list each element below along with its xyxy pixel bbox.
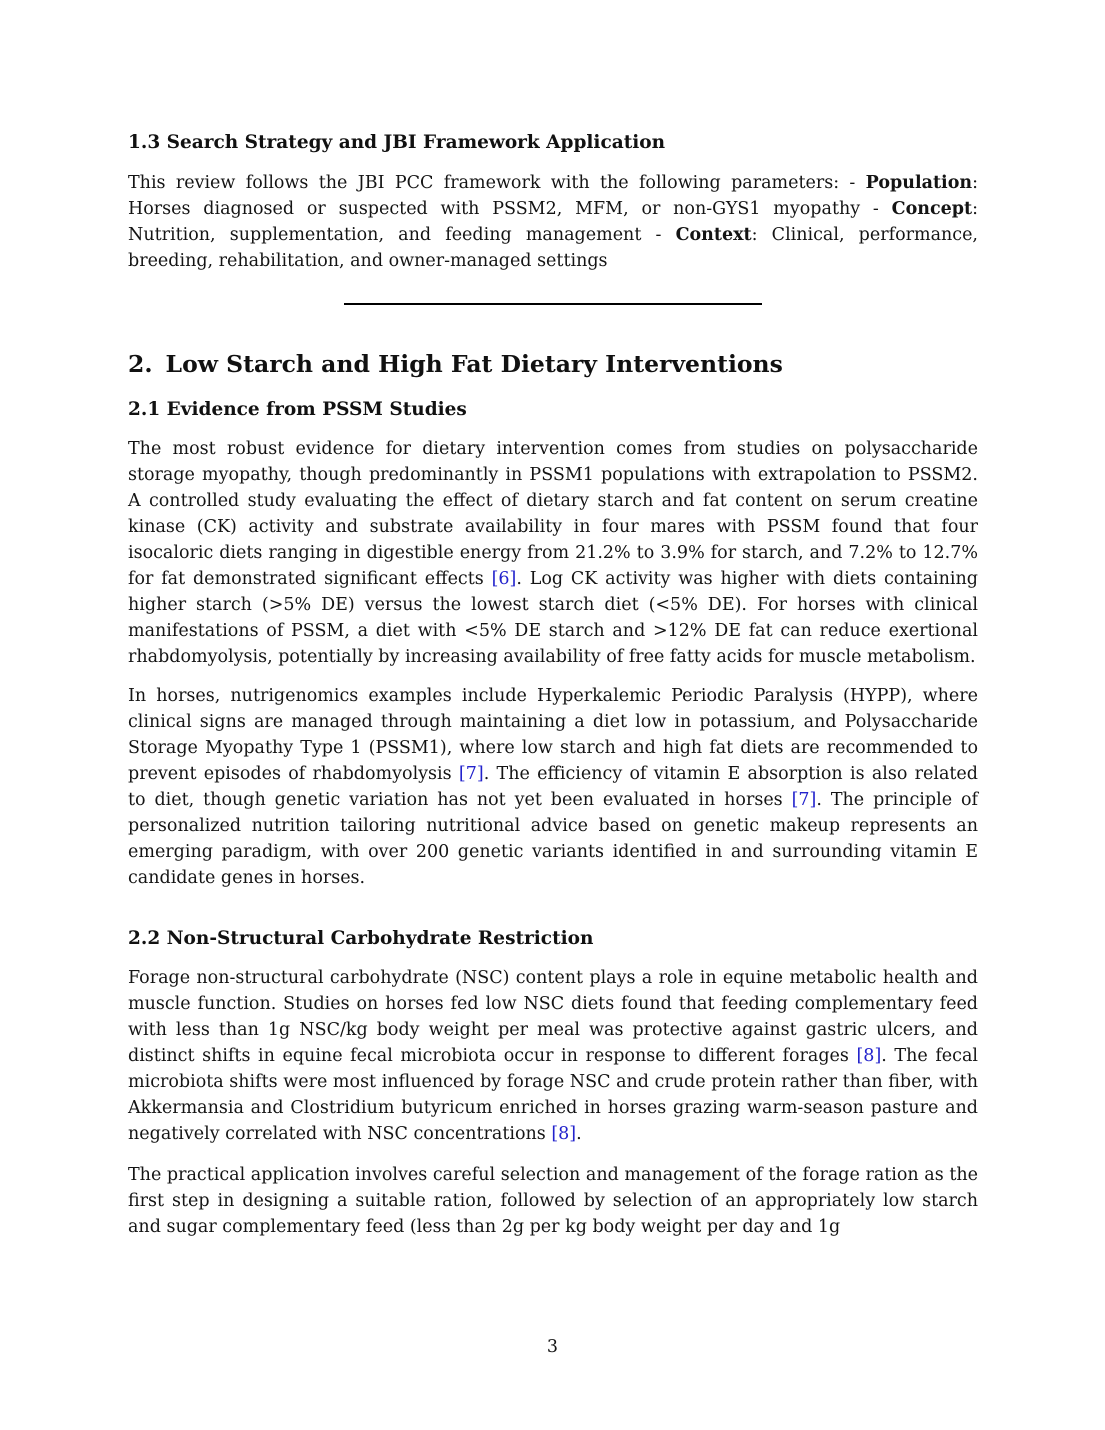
text-run: : Nutrition, supplementation, and feeding management - [128, 199, 978, 245]
text-run: : Clinical, performance, breeding, rehabilitation, and owner-managed settings [128, 225, 978, 271]
bold-text: Context [675, 225, 752, 245]
section-divider [344, 303, 762, 305]
text-run: . The efficiency of vitamin E absorption is also related to diet, though genetic variation has not yet been evaluated in horses [128, 764, 978, 810]
section-number: 2. [128, 350, 153, 378]
text-run: : Horses diagnosed or suspected with PSSM2, MFM, or non-GYS1 myopathy - [128, 173, 978, 219]
bold-text: Concept [891, 199, 973, 219]
text-run: The most robust evidence for dietary intervention comes from studies on polysaccharide storage myopathy, though predominantly in PSSM1 populations with extrapolation to PSSM2. A controlled study evaluating the effect of dietary starch and fat content on serum creatine kinase (CK) activity and substrate availability in four mares with PSSM found that four isocaloric diets ranging in digestible energy from 21.2% to 3.9% for starch, and 7.2% to 12.7% for fat demonstrated significant effects [128, 439, 978, 589]
text-run: The practical application involves careful selection and management of the forage ration as the first step in designing a suitable ration, followed by selection of an appropriately low starch and sugar complementary feed (less than 2g per kg body weight per day and 1g [128, 1165, 978, 1237]
subsection-heading-1-3: 1.3 Search Strategy and JBI Framework Application [128, 132, 666, 153]
subsection-heading-2-1: 2.1 Evidence from PSSM Studies [128, 399, 467, 420]
citation-link[interactable]: [8] [551, 1124, 577, 1144]
paragraph-nsc-restriction [128, 965, 978, 1147]
paragraph-pssm-evidence [128, 436, 978, 670]
subsection-heading-2-2: 2.2 Non-Structural Carbohydrate Restriction [128, 928, 594, 949]
text-run: . The fecal microbiota shifts were most influenced by forage NSC and crude protein rather than fiber, with Akkermansia and Clostridium butyricum enriched in horses grazing warm-season pasture and negatively correlated with NSC concentrations [128, 1046, 978, 1144]
citation-link[interactable]: [7] [791, 790, 817, 810]
text-run: In horses, nutrigenomics examples include Hyperkalemic Periodic Paralysis (HYPP), where clinical signs are managed through maintaining a diet low in potassium, and Polysaccharide Storage Myopathy Type 1 (PSSM1), where low starch and high fat diets are recommended to prevent episodes of rhabdomyolysis [128, 686, 978, 784]
page-content [128, 131, 978, 1240]
paragraph-nutrigenomics [128, 683, 978, 891]
paragraph-practical-application [128, 1162, 978, 1240]
text-run: This review follows the JBI PCC framework with the following parameters: - [128, 173, 866, 193]
text-run: . [576, 1124, 582, 1144]
text-run: . Log CK activity was higher with diets containing higher starch (>5% DE) versus the lowest starch diet (<5% DE). For horses with clinical manifestations of PSSM, a diet with <5% DE starch and >12% DE fat can reduce exertional rhabdomyolysis, potentially by increasing availability of free fatty acids for muscle metabolism. [128, 569, 978, 667]
citation-link[interactable]: [8] [856, 1046, 882, 1066]
text-run: Forage non-structural carbohydrate (NSC) content plays a role in equine metabolic health and muscle function. Studies on horses fed low NSC diets found that feeding complementary feed with less than 1g NSC/kg body weight per meal was protective against gastric ulcers, and distinct shifts in equine fecal microbiota occur in response to different forages [128, 968, 978, 1066]
section-title: Low Starch and High Fat Dietary Interventions [165, 350, 783, 378]
bold-text: Population [865, 173, 973, 193]
text-run: . The principle of personalized nutrition tailoring nutritional advice based on genetic makeup represents an emerging paradigm, with over 200 genetic variants identified in and surrounding vitamin E candidate genes in horses. [128, 790, 978, 888]
section-heading-2 [128, 350, 978, 379]
citation-link[interactable]: [7] [458, 764, 484, 784]
paragraph-jbi-framework [128, 170, 978, 274]
citation-link[interactable]: [6] [491, 569, 517, 589]
page-number: 3 [546, 1337, 559, 1357]
